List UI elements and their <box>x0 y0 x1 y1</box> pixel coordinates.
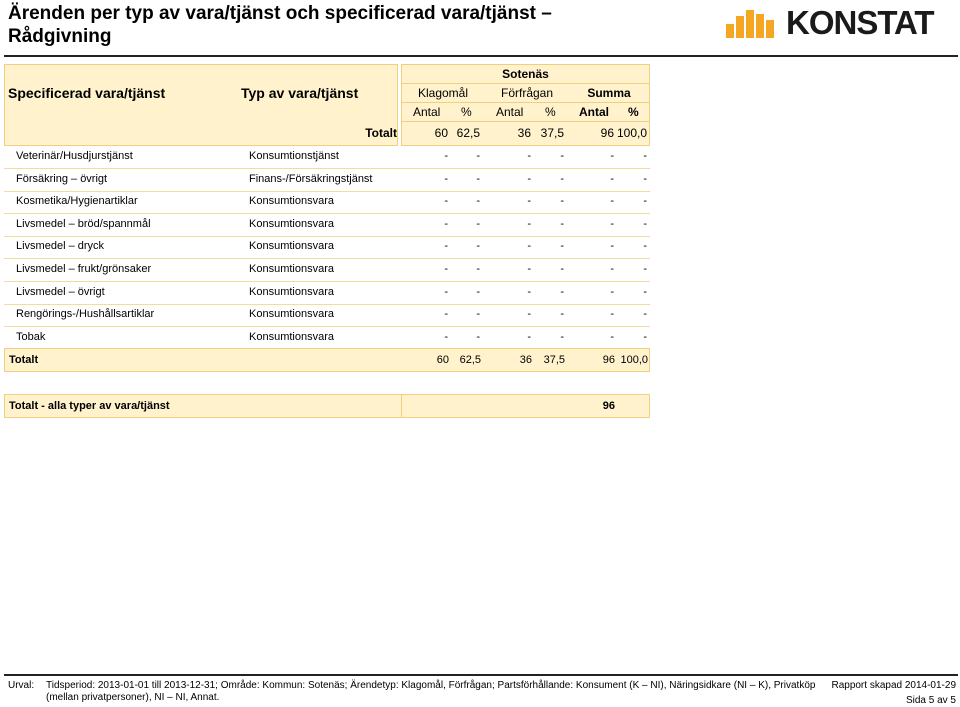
grand-total-value: 96 <box>602 400 615 412</box>
totalt-antal-2: 36 <box>519 354 532 366</box>
row-pct-3: - <box>643 263 647 275</box>
header-group-klagomal: Klagomål <box>417 86 469 100</box>
row-antal-3: - <box>610 172 614 185</box>
row-antal-3: - <box>610 330 614 343</box>
top-divider <box>4 55 958 57</box>
header-totalt-pct-2: 37,5 <box>540 126 564 140</box>
row-pct-1: - <box>476 308 480 321</box>
row-typ: Konsumtionsvara <box>249 308 334 321</box>
page-title-line1: Ärenden per typ av vara/tjänst och specificerad vara/tjänst – <box>8 3 552 24</box>
row-pct-2: - <box>560 240 564 253</box>
row-pct-2: - <box>560 217 564 230</box>
table-row <box>4 259 650 282</box>
row-spec: Tobak <box>16 330 46 343</box>
table-row <box>4 327 650 350</box>
header-totalt-antal-3: 96 <box>600 126 614 140</box>
row-pct-2: - <box>560 172 564 185</box>
row-pct-3: - <box>643 217 647 230</box>
header-totalt-pct-3: 100,0 <box>616 126 647 140</box>
row-pct-1: - <box>476 263 480 275</box>
row-pct-1: - <box>476 240 480 253</box>
row-pct-1: - <box>476 172 480 185</box>
header-group-summa: Summa <box>587 86 631 100</box>
totalt-antal-1: 60 <box>436 354 449 366</box>
table-row <box>4 236 650 259</box>
totalt-row <box>4 348 650 372</box>
header-antal-1: Antal <box>413 105 441 119</box>
logo-text: KONSTAT <box>786 4 934 41</box>
page-title <box>8 2 708 48</box>
row-spec: Kosmetika/Hygienartiklar <box>16 195 138 208</box>
row-pct-1: - <box>476 285 480 298</box>
row-antal-2: - <box>527 150 531 162</box>
grand-total-label: Totalt - alla typer av vara/tjänst <box>9 400 170 412</box>
header-totalt-antal-1: 60 <box>434 126 448 140</box>
row-pct-2: - <box>560 285 564 298</box>
table-row <box>4 169 650 192</box>
row-pct-1: - <box>476 217 480 230</box>
row-pct-2: - <box>560 330 564 343</box>
table-row <box>4 214 650 237</box>
row-antal-3: - <box>610 308 614 321</box>
table-row <box>4 146 650 169</box>
row-antal-2: - <box>527 195 531 208</box>
footer-divider <box>4 674 958 676</box>
row-antal-3: - <box>610 150 614 162</box>
totalt-pct-2: 37,5 <box>543 354 565 366</box>
header-antal-3: Antal <box>579 105 609 119</box>
header-pct-2: % <box>545 105 556 119</box>
header-pct-3: % <box>628 105 639 119</box>
footer-urval-line1: Tidsperiod: 2013-01-01 till 2013-12-31; Område: Kommun: Sotenäs; Ärendetyp: Klagomål, Förfrågan; Partsförhållande: Konsument (K – NI), Näringsidkare (NI – K), Privatköp <box>46 680 816 691</box>
konstat-logo <box>726 6 958 40</box>
header-group-forfragan: Förfrågan <box>500 86 554 100</box>
page-title-line2: Rådgivning <box>8 26 112 47</box>
row-antal-2: - <box>527 263 531 275</box>
row-antal-1: - <box>444 263 448 275</box>
header-totalt-label: Totalt <box>365 126 397 140</box>
totalt-label: Totalt <box>9 354 39 366</box>
row-spec: Rengörings-/Hushållsartiklar <box>16 308 155 321</box>
row-antal-3: - <box>610 195 614 208</box>
row-pct-3: - <box>643 285 647 298</box>
footer-created: Rapport skapad 2014-01-29 <box>831 680 956 691</box>
row-pct-2: - <box>560 308 564 321</box>
row-antal-1: - <box>444 195 448 208</box>
totalt-pct-1: 62,5 <box>459 354 481 366</box>
row-antal-1: - <box>444 172 448 185</box>
row-antal-3: - <box>610 240 614 253</box>
row-antal-1: - <box>444 217 448 230</box>
row-typ: Konsumtionsvara <box>249 330 334 343</box>
row-antal-1: - <box>444 330 448 343</box>
row-typ: Konsumtionsvara <box>249 217 334 230</box>
row-pct-1: - <box>476 195 480 208</box>
row-antal-2: - <box>527 285 531 298</box>
row-typ: Finans-/Försäkringstjänst <box>249 172 373 185</box>
row-pct-2: - <box>560 150 564 162</box>
row-pct-3: - <box>643 308 647 321</box>
row-antal-2: - <box>527 172 531 185</box>
row-pct-3: - <box>643 195 647 208</box>
footer-page-number: Sida 5 av 5 <box>905 695 956 706</box>
row-antal-3: - <box>610 263 614 275</box>
table-row <box>4 191 650 214</box>
totalt-antal-3: 96 <box>602 354 615 366</box>
row-antal-2: - <box>527 330 531 343</box>
row-antal-3: - <box>610 285 614 298</box>
row-spec: Livsmedel – dryck <box>16 240 105 253</box>
row-typ: Konsumtionsvara <box>249 240 334 253</box>
row-pct-3: - <box>643 172 647 185</box>
header-region: Sotenäs <box>502 67 549 81</box>
header-typ: Typ av vara/tjänst <box>241 85 359 101</box>
row-spec: Livsmedel – frukt/grönsaker <box>16 263 152 275</box>
row-pct-3: - <box>643 240 647 253</box>
row-typ: Konsumtionsvara <box>249 263 334 275</box>
row-typ: Konsumtionstjänst <box>249 150 339 162</box>
grand-total-row <box>4 394 650 418</box>
row-typ: Konsumtionsvara <box>249 285 334 298</box>
row-antal-1: - <box>444 308 448 321</box>
row-pct-3: - <box>643 330 647 343</box>
footer-urval-text <box>46 680 816 704</box>
row-antal-2: - <box>527 240 531 253</box>
footer-urval-label: Urval: <box>8 680 35 691</box>
table-row <box>4 282 650 305</box>
header-spec: Specificerad vara/tjänst <box>8 85 166 101</box>
row-pct-3: - <box>643 150 647 162</box>
table-row <box>4 304 650 327</box>
footer-urval-line2: (mellan privatpersoner), NI – NI, Annat. <box>46 692 220 703</box>
logo-bars-icon <box>726 10 782 38</box>
header-totalt-antal-2: 36 <box>517 126 531 140</box>
row-spec: Försäkring – övrigt <box>16 172 108 185</box>
row-antal-3: - <box>610 217 614 230</box>
totalt-pct-3: 100,0 <box>620 354 648 366</box>
header-pct-1: % <box>461 105 472 119</box>
row-antal-1: - <box>444 285 448 298</box>
row-spec: Livsmedel – bröd/spannmål <box>16 217 151 230</box>
header-antal-2: Antal <box>496 105 524 119</box>
row-antal-1: - <box>444 240 448 253</box>
row-antal-2: - <box>527 217 531 230</box>
row-spec: Veterinär/Husdjurstjänst <box>16 150 133 162</box>
header-totalt-pct-1: 62,5 <box>456 126 480 140</box>
row-antal-1: - <box>444 150 448 162</box>
row-pct-2: - <box>560 263 564 275</box>
row-typ: Konsumtionsvara <box>249 195 334 208</box>
row-antal-2: - <box>527 308 531 321</box>
row-spec: Livsmedel – övrigt <box>16 285 105 298</box>
row-pct-1: - <box>476 330 480 343</box>
row-pct-1: - <box>476 150 480 162</box>
row-pct-2: - <box>560 195 564 208</box>
